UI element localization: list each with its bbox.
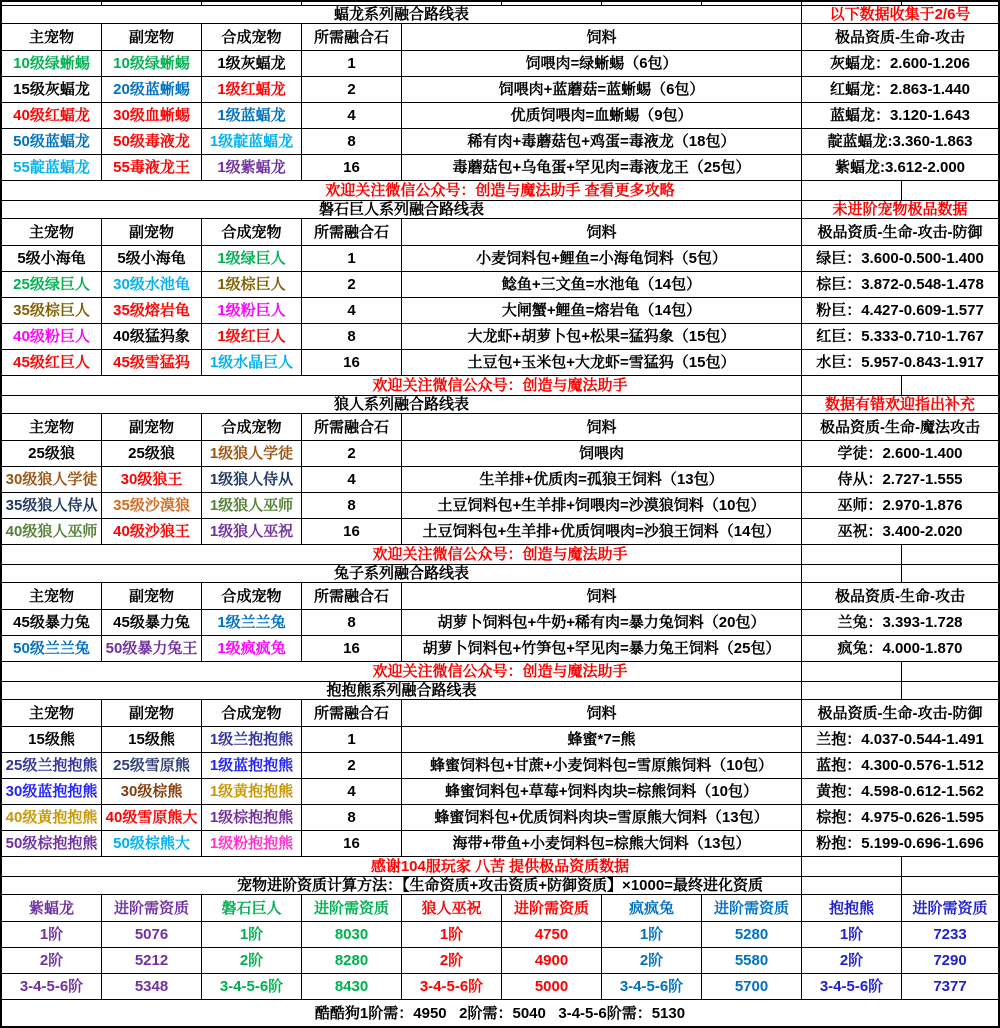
adv-req-header: 进阶需资质 (502, 895, 602, 921)
empty-cell (802, 565, 902, 582)
sub-pet-cell: 5级小海龟 (102, 246, 202, 271)
fusion-row (2, 805, 998, 831)
fused-pet-cell: 1级棕巨人 (202, 272, 302, 297)
fusion-row (2, 103, 998, 129)
main-pet-cell: 25级狼 (2, 441, 102, 466)
section-title-row (2, 396, 998, 414)
section-note-row (2, 662, 998, 682)
sub-pet-cell: 30级水池龟 (102, 272, 202, 297)
fusion-row (2, 298, 998, 324)
fusion-row (2, 129, 998, 155)
section-title: 磐石巨人系列融合路线表 (2, 201, 802, 218)
fusion-sections (2, 6, 998, 877)
fusion-stones-cell: 4 (302, 779, 402, 804)
adv-tier-cell: 3-4-5-6阶 (2, 974, 102, 999)
stats-cell: 紫蝠龙:3.612-2.000 (834, 159, 966, 176)
feed-recipe-cell: 大闸蟹+鲤鱼=熔岩龟（14包） (402, 298, 802, 323)
cropped-cell (102, 2, 202, 5)
feed-recipe-cell: 鲶鱼+三文鱼=水池龟（14包） (402, 272, 802, 297)
fused-pet-cell: 1级狼人学徒 (202, 441, 302, 466)
fusion-stones-cell: 8 (302, 129, 402, 154)
fusion-row (2, 779, 998, 805)
promo-note: 欢迎关注微信公众号：创造与魔法助手 (2, 376, 998, 395)
adv-value-cell: 7290 (933, 952, 967, 969)
sub-pet-cell: 50级毒液龙 (102, 129, 202, 154)
stats-cell: 水巨：5.957-0.843-1.917 (816, 354, 984, 371)
main-pet-cell: 40级狼人巫师 (2, 519, 102, 544)
advancement-table (2, 895, 998, 1000)
adv-req-header: 进阶需资质 (702, 895, 802, 921)
main-pet-cell: 40级黄抱抱熊 (2, 805, 102, 830)
column-header: 饲料 (402, 219, 802, 245)
feed-recipe-cell: 小麦饲料包+鲤鱼=小海龟饲料（5包） (402, 246, 802, 271)
fused-pet-cell: 1级绿巨人 (202, 246, 302, 271)
stats-column-header: 极品资质-生命-攻击-防御 (817, 704, 983, 722)
stats-cell: 疯兔：4.000-1.870 (837, 640, 963, 657)
sub-pet-cell: 45级暴力兔 (102, 610, 202, 635)
fused-pet-cell: 1级狼人侍从 (202, 467, 302, 492)
fusion-row (2, 246, 998, 272)
adv-tier-cell: 2阶 (802, 948, 902, 973)
section-title-row (2, 565, 998, 583)
fusion-row (2, 467, 998, 493)
main-pet-cell: 50级棕抱抱熊 (2, 831, 102, 856)
main-pet-cell: 35级狼人侍从 (2, 493, 102, 518)
stats-cell: 粉抱：5.199-0.696-1.696 (816, 835, 984, 852)
adv-value-cell: 5212 (102, 948, 202, 973)
cropped-cell (602, 2, 702, 5)
section-note-row (2, 545, 998, 565)
sub-pet-cell: 15级熊 (102, 727, 202, 752)
column-header-row (2, 219, 998, 246)
fusion-row (2, 51, 998, 77)
stats-cell: 灰蝠龙：2.600-1.206 (829, 55, 971, 72)
column-header: 主宠物 (2, 700, 102, 726)
adv-value-cell: 5000 (502, 974, 602, 999)
feed-recipe-cell: 蜂蜜饲料包+甘蔗+小麦饲料包=雪原熊饲料（10包） (402, 753, 802, 778)
fusion-row (2, 441, 998, 467)
main-pet-cell: 55靛蓝蝠龙 (2, 155, 102, 180)
adv-value-cell: 4900 (502, 948, 602, 973)
column-header: 副宠物 (102, 219, 202, 245)
fusion-stones-cell: 1 (302, 51, 402, 76)
advancement-row (2, 922, 998, 948)
adv-tier-cell: 1阶 (602, 922, 702, 947)
adv-value-cell: 4750 (502, 922, 602, 947)
fusion-stones-cell: 4 (302, 298, 402, 323)
fusion-row (2, 753, 998, 779)
section-title: 抱抱熊系列融合路线表 (2, 682, 802, 699)
fused-pet-cell: 1级灰蝠龙 (202, 51, 302, 76)
main-pet-cell: 45级红巨人 (2, 350, 102, 375)
adv-value-cell: 5580 (702, 948, 802, 973)
fusion-stones-cell: 8 (302, 610, 402, 635)
feed-recipe-cell: 蜂蜜饲料包+草莓+饲料肉块=棕熊饲料（10包） (402, 779, 802, 804)
section-corner-note: 数据有错欢迎指出补充 (824, 396, 975, 413)
column-header: 所需融合石 (302, 583, 402, 609)
column-header: 合成宠物 (202, 219, 302, 245)
fusion-stones-cell: 16 (302, 636, 402, 661)
stats-cell: 黄抱：4.598-0.612-1.562 (816, 783, 984, 800)
sub-pet-cell: 30级狼王 (102, 467, 202, 492)
feed-recipe-cell: 海带+带鱼+小麦饲料包=棕熊大饲料（13包） (402, 831, 802, 856)
stats-cell: 蓝抱：4.300-0.576-1.512 (816, 757, 984, 774)
fusion-row (2, 155, 998, 181)
column-header: 饲料 (402, 414, 802, 440)
adv-tier-cell: 1阶 (202, 922, 302, 947)
fused-pet-cell: 1级紫蝠龙 (202, 155, 302, 180)
column-header: 合成宠物 (202, 700, 302, 726)
adv-tier-cell: 1阶 (402, 922, 502, 947)
feed-recipe-cell: 稀有肉+毒蘑菇包+鸡蛋=毒液龙（18包） (402, 129, 802, 154)
fusion-row (2, 350, 998, 376)
fused-pet-cell: 1级狼人巫师 (202, 493, 302, 518)
adv-pet-header: 磐石巨人 (202, 895, 302, 921)
cropped-cell (802, 2, 902, 5)
advancement-row (2, 974, 998, 1000)
sub-pet-cell: 25级雪原熊 (102, 753, 202, 778)
column-header: 副宠物 (102, 700, 202, 726)
formula-note: 宠物进阶资质计算方法：【生命资质+攻击资质+防御资质】×1000=最终进化资质 (2, 877, 998, 894)
fused-pet-cell: 1级蓝蝠龙 (202, 103, 302, 128)
promo-note: 欢迎关注微信公众号：创造与魔法助手 查看更多攻略 (2, 181, 998, 200)
adv-req-header: 进阶需资质 (302, 895, 402, 921)
stats-cell: 绿巨：3.600-0.500-1.400 (816, 250, 984, 267)
fusion-section-5 (2, 682, 998, 877)
feed-recipe-cell: 土豆饲料包+生羊排+饲喂肉=沙漠狼饲料（10包） (402, 493, 802, 518)
fusion-stones-cell: 2 (302, 77, 402, 102)
empty-cell (902, 565, 998, 582)
stats-cell: 兰兔：3.393-1.728 (837, 614, 963, 631)
adv-value-cell: 8030 (302, 922, 402, 947)
fusion-stones-cell: 16 (302, 350, 402, 375)
feed-recipe-cell: 蜂蜜*7=熊 (402, 727, 802, 752)
sub-pet-cell: 45级雪猛犸 (102, 350, 202, 375)
fusion-stones-cell: 16 (302, 519, 402, 544)
fused-pet-cell: 1级红巨人 (202, 324, 302, 349)
cropped-cell (2, 2, 102, 5)
column-header-row (2, 24, 998, 51)
sub-pet-cell: 25级狼 (102, 441, 202, 466)
sub-pet-cell: 50级棕熊大 (102, 831, 202, 856)
adv-req-header: 进阶需资质 (912, 899, 988, 917)
column-header-row (2, 583, 998, 610)
section-title-row (2, 6, 998, 24)
cropped-cell (302, 2, 502, 5)
stats-column-header: 极品资质-生命-攻击 (835, 587, 965, 605)
column-header: 合成宠物 (202, 414, 302, 440)
adv-tier-cell: 3-4-5-6阶 (402, 974, 502, 999)
fused-pet-cell: 1级黄抱抱熊 (202, 779, 302, 804)
main-pet-cell: 40级红蝠龙 (2, 103, 102, 128)
fused-pet-cell: 1级红蝠龙 (202, 77, 302, 102)
section-title-row (2, 682, 998, 700)
section-note-row (2, 857, 998, 877)
empty-cell (802, 682, 902, 699)
main-pet-cell: 10级绿蜥蜴 (2, 51, 102, 76)
fused-pet-cell: 1级水晶巨人 (202, 350, 302, 375)
sub-pet-cell: 55毒液龙王 (102, 155, 202, 180)
advancement-row (2, 948, 998, 974)
feed-recipe-cell: 蜂蜜饲料包+优质饲料肉块=雪原熊大饲料（13包） (402, 805, 802, 830)
stats-column-header: 极品资质-生命-攻击 (835, 28, 965, 46)
fusion-row (2, 831, 998, 857)
sub-pet-cell: 20级蓝蜥蜴 (102, 77, 202, 102)
column-header: 主宠物 (2, 219, 102, 245)
fusion-stones-cell: 8 (302, 493, 402, 518)
fused-pet-cell: 1级兰抱抱熊 (202, 727, 302, 752)
column-header: 所需融合石 (302, 219, 402, 245)
adv-pet-header: 紫蝠龙 (2, 895, 102, 921)
fusion-section-4 (2, 565, 998, 682)
sub-pet-cell: 35级熔岩龟 (102, 298, 202, 323)
column-header: 主宠物 (2, 583, 102, 609)
adv-value-cell: 7377 (933, 978, 967, 995)
main-pet-cell: 25级绿巨人 (2, 272, 102, 297)
column-header-row (2, 700, 998, 727)
feed-recipe-cell: 土豆饲料包+生羊排+优质饲喂肉=沙狼王饲料（14包） (402, 519, 802, 544)
column-header: 副宠物 (102, 583, 202, 609)
stats-cell: 粉巨：4.427-0.609-1.577 (816, 302, 984, 319)
sub-pet-cell: 30级棕熊 (102, 779, 202, 804)
fusion-stones-cell: 1 (302, 727, 402, 752)
fusion-stones-cell: 2 (302, 272, 402, 297)
feed-recipe-cell: 生羊排+优质肉=孤狼王饲料（13包） (402, 467, 802, 492)
stats-cell: 蓝蝠龙：3.120-1.643 (829, 107, 971, 124)
fused-pet-cell: 1级狼人巫祝 (202, 519, 302, 544)
fusion-row (2, 519, 998, 545)
stats-cell: 巫祝：3.400-2.020 (837, 523, 963, 540)
adv-value-cell: 5076 (102, 922, 202, 947)
adv-pet-header: 疯疯兔 (602, 895, 702, 921)
main-pet-cell: 30级蓝抱抱熊 (2, 779, 102, 804)
fusion-section-1 (2, 6, 998, 201)
fused-pet-cell: 1级兰兰兔 (202, 610, 302, 635)
column-header: 饲料 (402, 700, 802, 726)
feed-recipe-cell: 饲喂肉+蓝蘑菇=蓝蜥蜴（6包） (402, 77, 802, 102)
adv-tier-cell: 1阶 (2, 922, 102, 947)
stats-cell: 红巨：5.333-0.710-1.767 (816, 328, 984, 345)
sub-pet-cell: 30级血蜥蜴 (102, 103, 202, 128)
section-title: 狼人系列融合路线表 (2, 396, 802, 413)
main-pet-cell: 15级熊 (2, 727, 102, 752)
adv-tier-cell: 1阶 (802, 922, 902, 947)
fusion-section-2 (2, 201, 998, 396)
section-title-row (2, 201, 998, 219)
advancement-header-row (2, 895, 998, 922)
fusion-row (2, 727, 998, 753)
feed-recipe-cell: 饲喂肉=绿蜥蜴（6包） (402, 51, 802, 76)
column-header: 主宠物 (2, 24, 102, 50)
column-header: 饲料 (402, 583, 802, 609)
fused-pet-cell: 1级棕抱抱熊 (202, 805, 302, 830)
adv-value-cell: 5280 (702, 922, 802, 947)
stats-column-header: 极品资质-生命-攻击-防御 (817, 223, 983, 241)
empty-cell (902, 682, 998, 699)
fusion-stones-cell: 16 (302, 831, 402, 856)
main-pet-cell: 30级狼人学徒 (2, 467, 102, 492)
main-pet-cell: 40级粉巨人 (2, 324, 102, 349)
section-note-row (2, 376, 998, 396)
fusion-stones-cell: 4 (302, 103, 402, 128)
adv-tier-cell: 2阶 (402, 948, 502, 973)
main-pet-cell: 50级蓝蝠龙 (2, 129, 102, 154)
adv-tier-cell: 3-4-5-6阶 (602, 974, 702, 999)
main-pet-cell: 5级小海龟 (2, 246, 102, 271)
fusion-stones-cell: 2 (302, 441, 402, 466)
cropped-cell (502, 2, 602, 5)
column-header: 合成宠物 (202, 24, 302, 50)
fusion-row (2, 493, 998, 519)
main-pet-cell: 45级暴力兔 (2, 610, 102, 635)
feed-recipe-cell: 大龙虾+胡萝卜包+松果=猛犸象（15包） (402, 324, 802, 349)
fusion-stones-cell: 4 (302, 467, 402, 492)
section-title: 兔子系列融合路线表 (2, 565, 802, 582)
column-header: 所需融合石 (302, 24, 402, 50)
fusion-row (2, 272, 998, 298)
fused-pet-cell: 1级粉抱抱熊 (202, 831, 302, 856)
adv-tier-cell: 2阶 (602, 948, 702, 973)
formula-note-row (2, 877, 998, 895)
fusion-stones-cell: 8 (302, 324, 402, 349)
main-pet-cell: 25级兰抱抱熊 (2, 753, 102, 778)
cropped-cell (902, 2, 998, 5)
promo-note: 欢迎关注微信公众号：创造与魔法助手 (2, 545, 998, 564)
section-corner-note: 未进阶宠物极品数据 (832, 201, 968, 218)
sub-pet-cell: 35级沙漠狼 (102, 493, 202, 518)
adv-value-cell: 8280 (302, 948, 402, 973)
promo-note: 欢迎关注微信公众号：创造与魔法助手 (2, 662, 998, 681)
column-header-row (2, 414, 998, 441)
fusion-section-3 (2, 396, 998, 565)
stats-cell: 巫师：2.970-1.876 (837, 497, 963, 514)
adv-req-header: 进阶需资质 (102, 895, 202, 921)
main-pet-cell: 15级灰蝠龙 (2, 77, 102, 102)
feed-recipe-cell: 胡萝卜饲料包+竹笋包+罕见肉=暴力兔王饲料（25包） (402, 636, 802, 661)
promo-note: 感谢104服玩家 八苦 提供极品资质数据 (2, 857, 998, 876)
sub-pet-cell: 10级绿蜥蜴 (102, 51, 202, 76)
kukudog-note-row (2, 1000, 998, 1026)
stats-cell: 兰抱：4.037-0.544-1.491 (816, 731, 984, 748)
column-header: 主宠物 (2, 414, 102, 440)
fusion-stones-cell: 16 (302, 155, 402, 180)
column-header: 合成宠物 (202, 583, 302, 609)
stats-cell: 靛蓝蝠龙:3.360-1.863 (827, 133, 973, 150)
kukudog-note: 酷酷狗1阶需：4950 2阶需：5040 3-4-5-6阶需：5130 (314, 1004, 686, 1022)
stats-cell: 棕抱：4.975-0.626-1.595 (816, 809, 984, 826)
adv-tier-cell: 2阶 (2, 948, 102, 973)
cropped-cell (202, 2, 302, 5)
feed-recipe-cell: 毒蘑菇包+乌龟蛋+罕见肉=毒液龙王（25包） (402, 155, 802, 180)
adv-tier-cell: 2阶 (202, 948, 302, 973)
fusion-stones-cell: 8 (302, 805, 402, 830)
section-note-row (2, 181, 998, 201)
column-header: 所需融合石 (302, 414, 402, 440)
stats-cell: 红蝠龙：2.863-1.440 (829, 81, 971, 98)
column-header: 所需融合石 (302, 700, 402, 726)
adv-value-cell: 5700 (702, 974, 802, 999)
main-pet-cell: 50级兰兰兔 (2, 636, 102, 661)
column-header: 副宠物 (102, 24, 202, 50)
adv-pet-header: 抱抱熊 (802, 895, 902, 921)
sub-pet-cell: 40级沙狼王 (102, 519, 202, 544)
fused-pet-cell: 1级靛蓝蝠龙 (202, 129, 302, 154)
feed-recipe-cell: 土豆包+玉米包+大龙虾=雪猛犸（15包） (402, 350, 802, 375)
sub-pet-cell: 40级雪原熊大 (102, 805, 202, 830)
adv-tier-cell: 3-4-5-6阶 (802, 974, 902, 999)
feed-recipe-cell: 饲喂肉 (402, 441, 802, 466)
stats-cell: 侍从：2.727-1.555 (837, 471, 963, 488)
section-title: 蝠龙系列融合路线表 (2, 6, 802, 23)
fusion-stones-cell: 1 (302, 246, 402, 271)
cropped-cell (702, 2, 802, 5)
fusion-stones-cell: 2 (302, 753, 402, 778)
stats-column-header: 极品资质-生命-魔法攻击 (820, 418, 980, 436)
adv-tier-cell: 3-4-5-6阶 (202, 974, 302, 999)
main-pet-cell: 35级棕巨人 (2, 298, 102, 323)
adv-value-cell: 8430 (302, 974, 402, 999)
column-header: 饲料 (402, 24, 802, 50)
stats-cell: 学徒：2.600-1.400 (837, 445, 963, 462)
adv-value-cell: 7233 (933, 926, 967, 943)
column-header: 副宠物 (102, 414, 202, 440)
section-corner-note: 以下数据收集于2/6号 (829, 6, 971, 23)
stats-cell: 棕巨：3.872-0.548-1.478 (816, 276, 984, 293)
fused-pet-cell: 1级蓝抱抱熊 (202, 753, 302, 778)
fusion-row (2, 324, 998, 350)
fusion-row (2, 610, 998, 636)
sub-pet-cell: 40级猛犸象 (102, 324, 202, 349)
fusion-row (2, 77, 998, 103)
sub-pet-cell: 50级暴力兔王 (102, 636, 202, 661)
feed-recipe-cell: 胡萝卜饲料包+牛奶+稀有肉=暴力兔饲料（20包） (402, 610, 802, 635)
adv-value-cell: 5348 (102, 974, 202, 999)
fused-pet-cell: 1级疯疯兔 (202, 636, 302, 661)
feed-recipe-cell: 优质饲喂肉=血蜥蜴（9包） (402, 103, 802, 128)
adv-pet-header: 狼人巫祝 (402, 895, 502, 921)
fusion-row (2, 636, 998, 662)
fused-pet-cell: 1级粉巨人 (202, 298, 302, 323)
